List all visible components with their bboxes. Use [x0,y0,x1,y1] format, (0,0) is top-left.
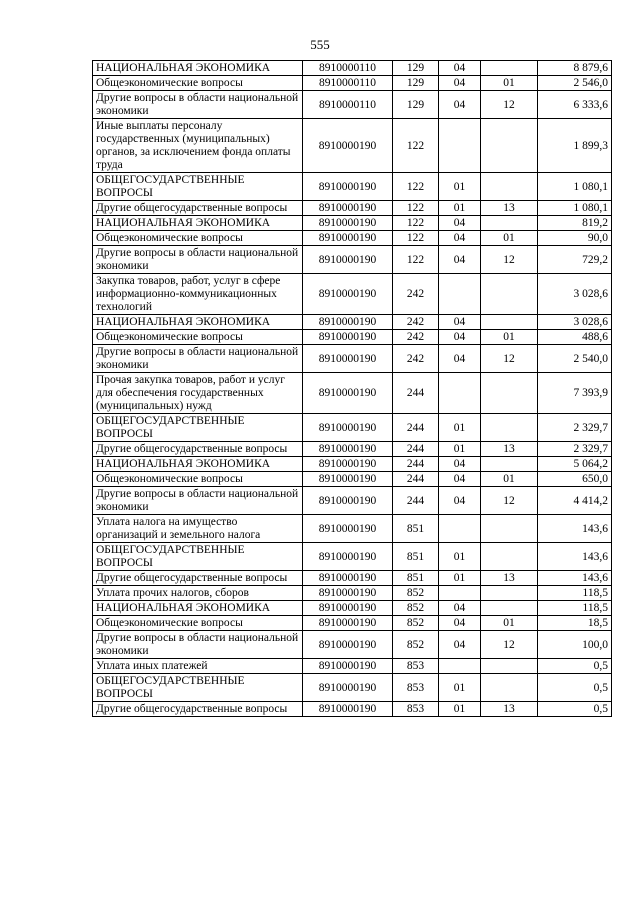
row-name-cell: Общеэкономические вопросы [93,76,303,91]
expense-type-cell: 122 [393,231,439,246]
expense-type-cell: 852 [393,586,439,601]
section-cell: 04 [439,345,481,373]
expense-type-cell: 122 [393,119,439,173]
target-article-cell: 8910000110 [303,76,393,91]
target-article-cell: 8910000190 [303,373,393,414]
subsection-cell [481,216,538,231]
table-row [93,616,612,631]
target-article-cell: 8910000190 [303,246,393,274]
target-article-cell: 8910000190 [303,330,393,345]
subsection-cell: 12 [481,345,538,373]
table-row [93,702,612,717]
subsection-cell: 12 [481,91,538,119]
target-article-cell: 8910000190 [303,119,393,173]
table-row [93,543,612,571]
row-name-cell: Прочая закупка товаров, работ и услуг для обеспечения государственных (муниципальных) нужд [93,373,303,414]
table-row [93,442,612,457]
amount-cell: 118,5 [538,601,612,616]
section-cell: 04 [439,91,481,119]
target-article-cell: 8910000190 [303,173,393,201]
row-name-cell: Другие общегосударственные вопросы [93,571,303,586]
table-row [93,246,612,274]
subsection-cell: 01 [481,472,538,487]
table-row [93,61,612,76]
amount-cell: 90,0 [538,231,612,246]
section-cell: 04 [439,616,481,631]
subsection-cell: 01 [481,330,538,345]
target-article-cell: 8910000190 [303,659,393,674]
table-row [93,76,612,91]
section-cell: 01 [439,571,481,586]
target-article-cell: 8910000190 [303,674,393,702]
row-name-cell: Другие вопросы в области национальной экономики [93,487,303,515]
row-name-cell: Общеэкономические вопросы [93,231,303,246]
target-article-cell: 8910000190 [303,472,393,487]
subsection-cell [481,119,538,173]
row-name-cell: Общеэкономические вопросы [93,472,303,487]
subsection-cell: 13 [481,571,538,586]
target-article-cell: 8910000110 [303,61,393,76]
expense-type-cell: 122 [393,246,439,274]
expense-type-cell: 244 [393,414,439,442]
section-cell: 04 [439,601,481,616]
expense-type-cell: 129 [393,91,439,119]
subsection-cell [481,414,538,442]
amount-cell: 2 329,7 [538,442,612,457]
row-name-cell: ОБЩЕГОСУДАРСТВЕННЫЕ ВОПРОСЫ [93,674,303,702]
row-name-cell: Закупка товаров, работ, услуг в сфере информационно-коммуникационных технологий [93,274,303,315]
expense-type-cell: 129 [393,61,439,76]
table-row [93,231,612,246]
row-name-cell: Уплата прочих налогов, сборов [93,586,303,601]
section-cell: 04 [439,315,481,330]
target-article-cell: 8910000190 [303,201,393,216]
subsection-cell [481,61,538,76]
expense-type-cell: 853 [393,674,439,702]
target-article-cell: 8910000190 [303,601,393,616]
target-article-cell: 8910000190 [303,315,393,330]
row-name-cell: Другие общегосударственные вопросы [93,201,303,216]
amount-cell: 3 028,6 [538,315,612,330]
target-article-cell: 8910000190 [303,702,393,717]
row-name-cell: ОБЩЕГОСУДАРСТВЕННЫЕ ВОПРОСЫ [93,173,303,201]
subsection-cell [481,515,538,543]
subsection-cell [481,457,538,472]
expense-type-cell: 244 [393,457,439,472]
target-article-cell: 8910000190 [303,442,393,457]
amount-cell: 488,6 [538,330,612,345]
amount-cell: 3 028,6 [538,274,612,315]
amount-cell: 6 333,6 [538,91,612,119]
target-article-cell: 8910000190 [303,571,393,586]
row-name-cell: НАЦИОНАЛЬНАЯ ЭКОНОМИКА [93,216,303,231]
target-article-cell: 8910000190 [303,616,393,631]
table-row [93,373,612,414]
expense-type-cell: 242 [393,315,439,330]
table-row [93,201,612,216]
amount-cell: 2 546,0 [538,76,612,91]
amount-cell: 0,5 [538,674,612,702]
subsection-cell [481,173,538,201]
row-name-cell: ОБЩЕГОСУДАРСТВЕННЫЕ ВОПРОСЫ [93,414,303,442]
section-cell: 04 [439,61,481,76]
table-row [93,472,612,487]
expense-type-cell: 242 [393,330,439,345]
table-row [93,457,612,472]
subsection-cell: 12 [481,487,538,515]
expense-type-cell: 853 [393,659,439,674]
target-article-cell: 8910000190 [303,631,393,659]
row-name-cell: НАЦИОНАЛЬНАЯ ЭКОНОМИКА [93,61,303,76]
budget-table-body [93,61,612,717]
table-row [93,119,612,173]
amount-cell: 2 329,7 [538,414,612,442]
budget-table [92,60,612,717]
page-number: 555 [310,37,330,52]
amount-cell: 1 080,1 [538,201,612,216]
section-cell: 04 [439,76,481,91]
target-article-cell: 8910000190 [303,216,393,231]
target-article-cell: 8910000190 [303,515,393,543]
row-name-cell: Другие вопросы в области национальной экономики [93,345,303,373]
table-row [93,414,612,442]
target-article-cell: 8910000190 [303,345,393,373]
section-cell: 01 [439,674,481,702]
expense-type-cell: 244 [393,442,439,457]
section-cell: 04 [439,330,481,345]
table-row [93,631,612,659]
amount-cell: 650,0 [538,472,612,487]
row-name-cell: НАЦИОНАЛЬНАЯ ЭКОНОМИКА [93,601,303,616]
target-article-cell: 8910000190 [303,586,393,601]
section-cell [439,119,481,173]
expense-type-cell: 852 [393,601,439,616]
section-cell: 04 [439,246,481,274]
row-name-cell: Другие общегосударственные вопросы [93,442,303,457]
row-name-cell: Общеэкономические вопросы [93,616,303,631]
row-name-cell: Иные выплаты персоналу государственных (муниципальных) органов, за исключением фонда оплаты труда [93,119,303,173]
section-cell: 01 [439,173,481,201]
expense-type-cell: 242 [393,345,439,373]
table-row [93,674,612,702]
section-cell: 04 [439,631,481,659]
subsection-cell: 12 [481,246,538,274]
subsection-cell: 01 [481,76,538,91]
section-cell [439,274,481,315]
expense-type-cell: 244 [393,373,439,414]
expense-type-cell: 852 [393,616,439,631]
row-name-cell: Другие вопросы в области национальной экономики [93,631,303,659]
amount-cell: 100,0 [538,631,612,659]
table-row [93,601,612,616]
amount-cell: 0,5 [538,702,612,717]
row-name-cell: Другие вопросы в области национальной экономики [93,246,303,274]
expense-type-cell: 122 [393,201,439,216]
table-row [93,487,612,515]
subsection-cell: 01 [481,231,538,246]
row-name-cell: Уплата налога на имущество организаций и земельного налога [93,515,303,543]
table-row [93,330,612,345]
section-cell: 01 [439,543,481,571]
section-cell: 04 [439,487,481,515]
amount-cell: 118,5 [538,586,612,601]
section-cell [439,659,481,674]
row-name-cell: Другие общегосударственные вопросы [93,702,303,717]
section-cell: 04 [439,457,481,472]
amount-cell: 143,6 [538,515,612,543]
section-cell: 01 [439,201,481,216]
subsection-cell: 12 [481,631,538,659]
subsection-cell [481,659,538,674]
amount-cell: 5 064,2 [538,457,612,472]
amount-cell: 1 080,1 [538,173,612,201]
row-name-cell: НАЦИОНАЛЬНАЯ ЭКОНОМИКА [93,457,303,472]
target-article-cell: 8910000190 [303,457,393,472]
section-cell: 04 [439,472,481,487]
table-row [93,91,612,119]
amount-cell: 729,2 [538,246,612,274]
section-cell [439,586,481,601]
amount-cell: 0,5 [538,659,612,674]
table-row [93,659,612,674]
target-article-cell: 8910000190 [303,543,393,571]
table-row [93,274,612,315]
section-cell [439,515,481,543]
table-row [93,345,612,373]
subsection-cell: 13 [481,702,538,717]
target-article-cell: 8910000190 [303,231,393,246]
section-cell: 01 [439,442,481,457]
expense-type-cell: 122 [393,173,439,201]
subsection-cell [481,274,538,315]
section-cell [439,373,481,414]
amount-cell: 819,2 [538,216,612,231]
expense-type-cell: 242 [393,274,439,315]
subsection-cell [481,373,538,414]
table-row [93,515,612,543]
subsection-cell [481,601,538,616]
section-cell: 01 [439,702,481,717]
target-article-cell: 8910000190 [303,487,393,515]
section-cell: 04 [439,216,481,231]
subsection-cell [481,674,538,702]
subsection-cell: 01 [481,616,538,631]
expense-type-cell: 129 [393,76,439,91]
amount-cell: 143,6 [538,543,612,571]
expense-type-cell: 851 [393,515,439,543]
amount-cell: 2 540,0 [538,345,612,373]
subsection-cell [481,543,538,571]
expense-type-cell: 122 [393,216,439,231]
subsection-cell [481,586,538,601]
row-name-cell: Общеэкономические вопросы [93,330,303,345]
row-name-cell: Другие вопросы в области национальной экономики [93,91,303,119]
amount-cell: 18,5 [538,616,612,631]
table-row [93,173,612,201]
subsection-cell: 13 [481,442,538,457]
section-cell: 04 [439,231,481,246]
expense-type-cell: 244 [393,472,439,487]
table-row [93,571,612,586]
row-name-cell: НАЦИОНАЛЬНАЯ ЭКОНОМИКА [93,315,303,330]
amount-cell: 4 414,2 [538,487,612,515]
subsection-cell [481,315,538,330]
subsection-cell: 13 [481,201,538,216]
section-cell: 01 [439,414,481,442]
target-article-cell: 8910000110 [303,91,393,119]
target-article-cell: 8910000190 [303,274,393,315]
table-row [93,586,612,601]
expense-type-cell: 244 [393,487,439,515]
row-name-cell: ОБЩЕГОСУДАРСТВЕННЫЕ ВОПРОСЫ [93,543,303,571]
table-row [93,315,612,330]
amount-cell: 8 879,6 [538,61,612,76]
table-row [93,216,612,231]
row-name-cell: Уплата иных платежей [93,659,303,674]
expense-type-cell: 853 [393,702,439,717]
amount-cell: 1 899,3 [538,119,612,173]
amount-cell: 143,6 [538,571,612,586]
expense-type-cell: 851 [393,571,439,586]
expense-type-cell: 851 [393,543,439,571]
amount-cell: 7 393,9 [538,373,612,414]
expense-type-cell: 852 [393,631,439,659]
target-article-cell: 8910000190 [303,414,393,442]
